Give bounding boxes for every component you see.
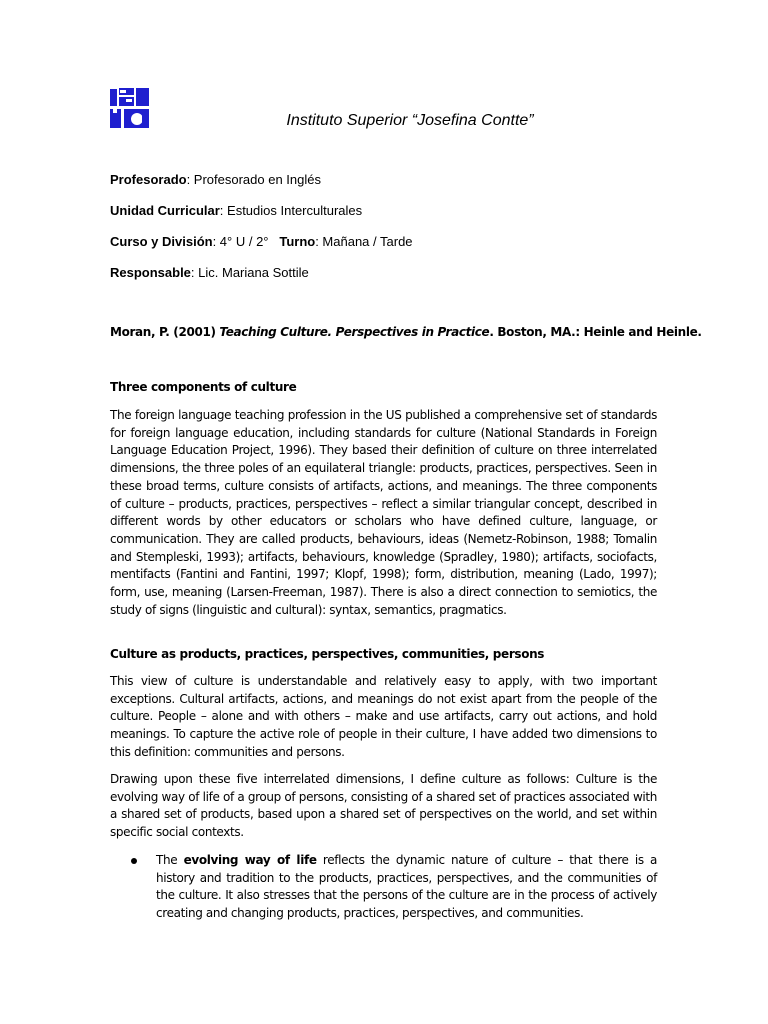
citation-title: Teaching Culture. Perspectives in Practice — [219, 325, 490, 339]
meta-value: : Profesorado en Inglés — [186, 172, 321, 187]
institute-logo — [110, 88, 150, 128]
meta-value: : Mañana / Tarde — [315, 234, 413, 249]
meta-value: : Estudios Interculturales — [219, 203, 363, 218]
meta-value: : 4° U / 2° — [212, 234, 269, 249]
meta-label: Unidad Curricular — [110, 203, 220, 218]
paragraph: Drawing upon these five interrelated dimensions, I define culture as follows: Culture is the evolving way of life of a group of persons, consisting of a shared set of practices associated with a shared set of products, based upon a shared set of perspectives on the world, and set within specific social contexts. — [110, 772, 657, 840]
bullet-item — [156, 852, 657, 923]
bullet-icon — [131, 858, 137, 864]
paragraph: The foreign language teaching profession in the US published a comprehensive set of standards for foreign language education, including standards for culture (National Standards in Foreign Language Education Project, 1996). They based their definition of culture on three interrelated dimensions, the three poles of an equilateral triangle: products, practices, perspectives. Seen in these broad terms, culture consists of artifacts, actions, and meanings. The three components of culture – products, practices, perspectives – reflect a similar triangular concept, described in different words by other educators or scholars who have defined culture, language, or communication. They are called products, behaviours, ideas (Nemetz-Robinson, 1988; Tomalin and Stempleski, 1993); artifacts, behaviours, knowledge (Spradley, 1980); artifacts, sociofacts, mentifacts (Fantini and Fantini, 1997; Klopf, 1998); form, distribution, meaning (Lado, 1997); form, use, meaning (Larsen-Freeman, 1987). There is also a direct connection to semiotics, the study of signs (linguistic and cultural): syntax, semantics, pragmatics. — [110, 408, 657, 617]
citation-publisher: . Boston, MA.: Heinle and Heinle. — [489, 325, 702, 339]
meta-profesorado — [110, 172, 321, 187]
meta-curso-division — [110, 234, 413, 249]
paragraph: This view of culture is understandable and relatively easy to apply, with two important exceptions. Cultural artifacts, actions, and meanings do not exist apart from the people of the culture. People – alone and with others – make and use artifacts, carry out actions, and hold meanings. To capture the active role of people in their culture, I have added two dimensions to this definition: communities and persons. — [110, 674, 657, 759]
section-heading: Culture as products, practices, perspectives, communities, persons — [110, 647, 545, 661]
section-heading: Three components of culture — [110, 380, 297, 394]
meta-value: : Lic. Mariana Sottile — [190, 265, 309, 280]
institute-title: Instituto Superior “Josefina Contte” — [286, 112, 534, 129]
citation-author: Moran, P. (2001) — [110, 325, 220, 339]
bullet-rest: reflects the dynamic nature of culture – that there is a history and tradition to the products, practices, perspectives, and the communities of the culture. It also stresses that the persons of the culture are in the process of actively creating and changing products, practices, perspectives, and communities. — [156, 853, 658, 921]
meta-label: Curso y División — [110, 234, 213, 249]
bullet-emphasis: evolving way of life — [183, 853, 317, 867]
meta-label: Turno — [279, 234, 316, 249]
meta-label: Responsable — [110, 265, 191, 280]
bullet-prefix: The — [156, 853, 184, 867]
meta-responsable — [110, 265, 309, 280]
bibliographic-citation — [110, 325, 702, 339]
meta-unidad-curricular — [110, 203, 362, 218]
meta-label: Profesorado — [110, 172, 187, 187]
